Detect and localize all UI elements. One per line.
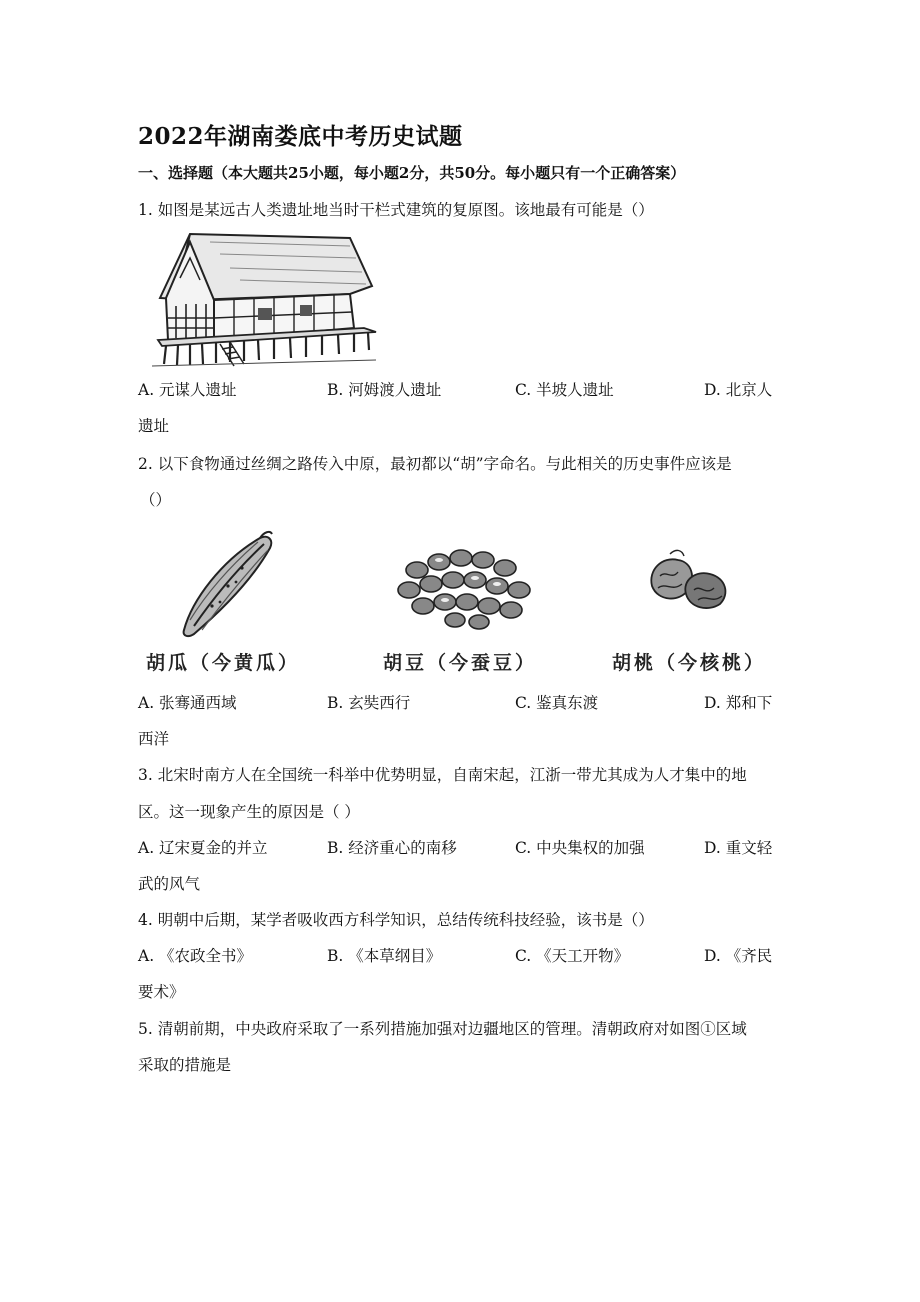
q1-option-d: D. 北京人 [704,381,773,399]
q2-option-wrap: 西洋 [138,730,170,748]
question-3-stem-line2: 区。这一现象产生的原因是（ ） [138,803,360,821]
q2-option-a: A. 张骞通西域 [138,694,237,712]
question-2-stem-line1: 2. 以下食物通过丝绸之路传入中原，最初都以“胡”字命名。与此相关的历史事件应该是 [138,455,732,473]
broad-beans-icon [395,540,535,630]
page-title: 2022年湖南娄底中考历史试题 [138,123,463,150]
section-heading: 一、选择题（本大题共25小题，每小题2分，共50分。每小题只有一个正确答案） [138,164,686,182]
question-3-stem-line1: 3. 北宋时南方人在全国统一科举中优势明显，自南宋起，江浙一带尤其成为人才集中的地 [138,766,747,784]
q1-option-c: C. 半坡人遗址 [515,381,614,399]
q3-option-c: C. 中央集权的加强 [515,839,645,857]
q4-option-wrap: 要术》 [138,983,185,1001]
q2-option-d: D. 郑和下 [704,694,773,712]
q3-option-a: A. 辽宋夏金的并立 [138,839,268,857]
q4-option-c: C. 《天工开物》 [515,947,630,965]
question-4-stem: 4. 明朝中后期，某学者吸收西方科学知识，总结传统科技经验，该书是（） [138,911,654,929]
q1-option-a: A. 元谋人遗址 [138,381,237,399]
q3-option-wrap: 武的风气 [138,875,201,893]
q1-option-wrap: 遗址 [138,417,170,435]
q3-option-b: B. 经济重心的南移 [327,839,457,857]
walnut-icon [642,546,738,614]
question-5-stem-line1: 5. 清朝前期，中央政府采取了一系列措施加强对边疆地区的管理。清朝政府对如图①区域 [138,1020,747,1038]
q4-option-b: B. 《本草纲目》 [327,947,442,965]
cucumber-icon [172,530,282,638]
question-2-stem-line2: （） [140,491,172,509]
q3-option-d: D. 重文轻 [704,839,773,857]
figure-caption-walnut: 胡桃（今核桃） [612,652,767,674]
question-1-stem: 1. 如图是某远古人类遗址地当时干栏式建筑的复原图。该地最有可能是（） [138,201,654,219]
q4-option-a: A. 《农政全书》 [138,947,253,965]
figure-caption-cucumber: 胡瓜（今黄瓜） [146,652,301,674]
question-5-stem-line2: 采取的措施是 [138,1056,232,1074]
q2-option-b: B. 玄奘西行 [327,694,411,712]
q2-option-c: C. 鉴真东渡 [515,694,599,712]
q4-option-d: D. 《齐民 [704,947,773,965]
q1-option-b: B. 河姆渡人遗址 [327,381,442,399]
stilt-house-icon [150,228,380,368]
figure-caption-broad-bean: 胡豆（今蚕豆） [383,652,538,674]
